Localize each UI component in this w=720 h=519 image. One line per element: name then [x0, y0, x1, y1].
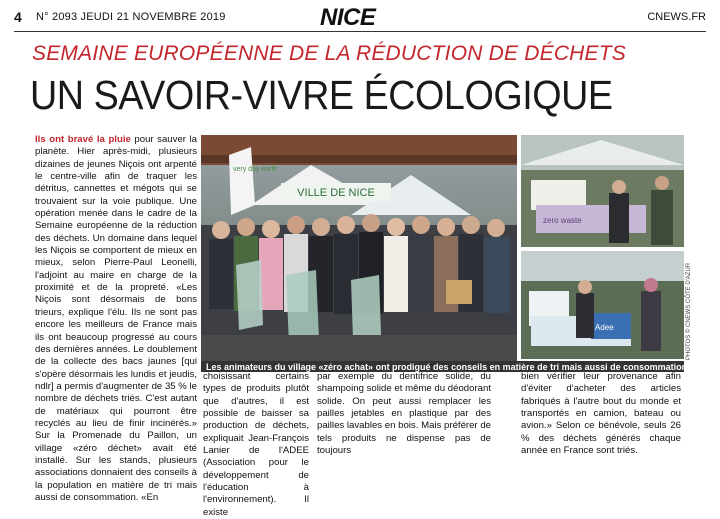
- flag-text: very day earth: [233, 166, 278, 173]
- header-rule: [14, 31, 706, 32]
- stand-photo-bottom: [521, 251, 684, 359]
- article-headline: UN SAVOIR-VIVRE ÉCOLOGIQUE: [30, 72, 613, 118]
- section-title: NICE: [320, 4, 376, 31]
- banner-text: VILLE DE NICE: [297, 187, 375, 199]
- issue-info: N° 2093 JEUDI 21 NOVEMBRE 2019: [36, 11, 226, 23]
- photo-credit: PHOTOS © CNEWS CÔTE D'AZUR: [686, 262, 692, 360]
- sign-text: Adee: [595, 323, 614, 332]
- article-column-2: choisissant certains types de produits plutôt que d'autres, il est possible de baisser sa production de déchets, expliquait Jean-François Lanier de l'ADEE (Association pour le développement de l'éducation à l'environnement). Il existe: [203, 371, 309, 518]
- article-body-1: pour sauver la planète. Hier après-midi, plusieurs dizaines de jeunes Niçois ont arpenté le centre-ville afin de traquer les détritus, cannettes et mégots qui se trouvaient sur la voie publique. Une opération menée dans le cadre de la Semaine européenne de la réduction des déchets. Un domaine dans lequel les Niçois se comportent de mieux en mieux, selon Pierre-Paul Leonelli, l'adjoint au maire en charge de la proximité et de la propreté. «Les Niçois sont désormais de bons trieurs, explique l'élu. Ils ne sont pas encore les meilleurs de France mais ils ont beaucoup progressé au cours des dernières années. Le doublement de la collecte des bacs jaunes [qui s'opère désormais les lundis et jeudis, ndlr] a permis d'augmenter de 35 % le nombre de déchets triés. C'est autant de matériaux qui pourront être recyclés au lieu de finir incinérés.» Sur la Promenade du Paillon, un village «zéro déchet» avait été installé. Sur les stands, plusieurs associations donnaient des conseils à la population en matière de tri mais aussi de consommation. «En: [35, 134, 198, 503]
- page-number: 4: [14, 9, 22, 25]
- main-photo: [201, 135, 517, 361]
- photo-caption: Les animateurs du village «zéro achat» ont prodigué des conseils en matière de tri mais aussi de consommation.: [206, 362, 690, 372]
- page-header: [14, 6, 706, 30]
- article-kicker: SEMAINE EUROPÉENNE DE LA RÉDUCTION DE DÉCHETS: [32, 42, 626, 65]
- stand-photo-top: [521, 135, 684, 247]
- article-column-4: bien vérifier leur provenance afin d'éviter d'acheter des articles fabriqués à l'autre bout du monde et transportés en camion, bateau ou avion.» Selon ce bénévole, seuls 26 % des déchets générés chaque année en France sont triés.: [521, 371, 681, 457]
- stand-text: zero waste: [543, 216, 582, 225]
- article-lead: Ils ont bravé la pluie: [35, 134, 131, 145]
- article-column-1: [35, 134, 197, 504]
- article-column-3: par exemple du dentifrice solide, du shampoing solide et même du déodorant solide. On peut aussi remplacer les pailles jetables en plastique par des pailles lavables en bois. Mais préférer de tels produits ne dispense pas de toujours: [317, 371, 491, 457]
- site-url: CNEWS.FR: [647, 11, 706, 23]
